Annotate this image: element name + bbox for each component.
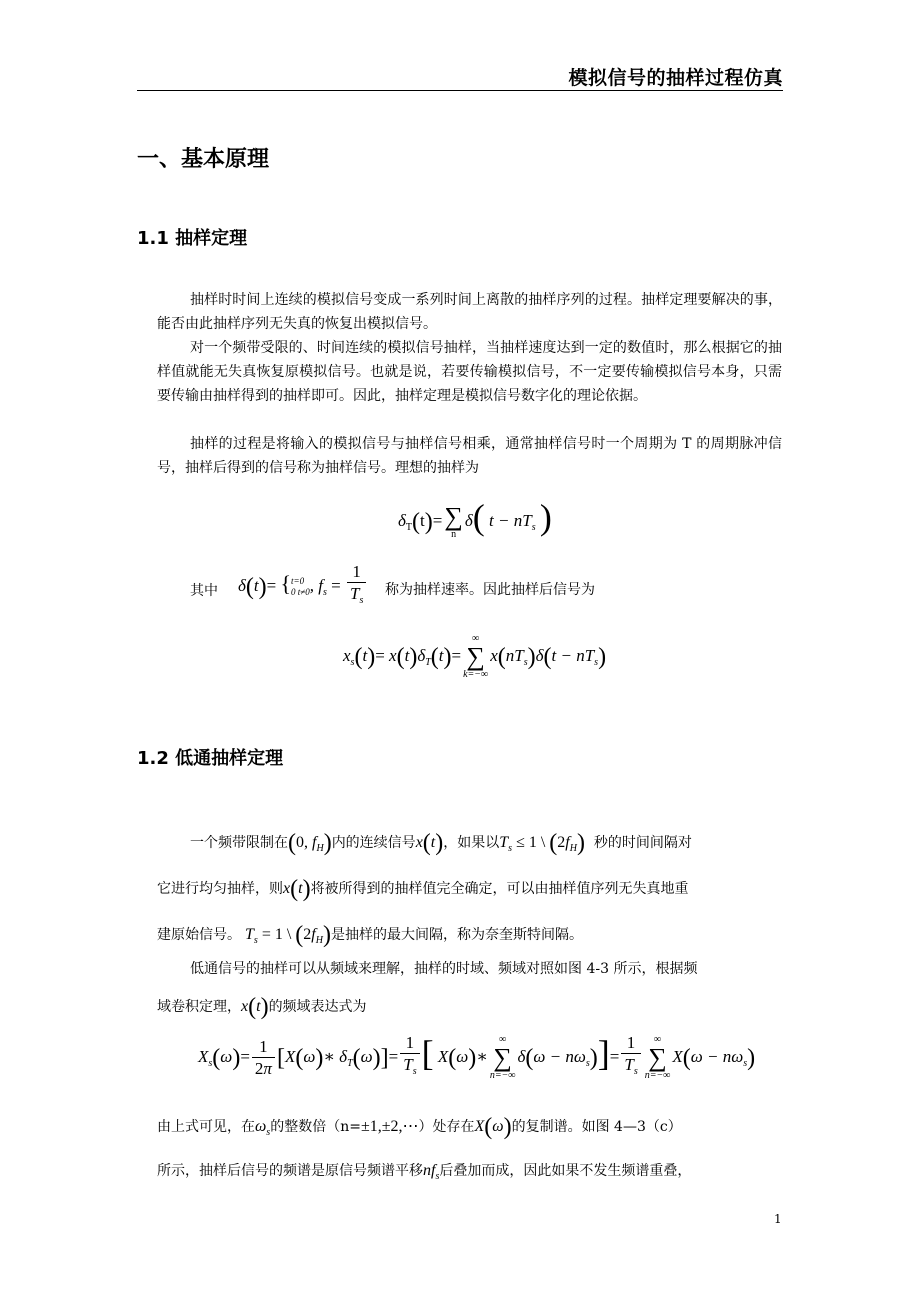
lowpass-line-3-a: 建原始信号。 [157, 927, 241, 943]
paragraph-1: 抽样时时间上连续的模拟信号变成一系列时间上离散的抽样序列的过程。抽样定理要解决的事，能否由此抽样序列无失真的恢复出模拟信号。 [157, 292, 782, 332]
lowpass-line-1-b: 内的连续信号 [331, 835, 416, 851]
paragraph-2: 对一个频带受限的、时间连续的模拟信号抽样，当抽样速度达到一定的数值时，那么根据它的抽样值就能无失真恢复原模拟信号。也就是说，若要传输模拟信号，不一定要传输模拟信号本身，只需要传输由抽样得到的抽样即可。因此，抽样定理是模拟信号数字化的理论依据。 [157, 340, 782, 404]
lowpass-line-2: 它进行均匀抽样，则x(t)将被所得到的抽样值完全确定，可以由抽样值序列无失真地重 [157, 876, 689, 902]
equation-sampled-signal: $x_s(t)= x(t)\delta_T(t)=$ ∞ ∑ k=−∞ $x(nT_s)\delta(t - nT_s)$ [343, 633, 607, 680]
lowpass-line-7: 所示，抽样后信号的频谱是原信号频谱平移$nf_s$后叠加而成，因此如果不发生频谱重叠， [157, 1162, 692, 1182]
lowpass-line-1-c: ，如果以 [443, 835, 500, 851]
lowpass-line-4: 低通信号的抽样可以从频域来理解，抽样的时域、频域对照如图 4-3 所示，根据频 [190, 961, 698, 977]
lowpass-line-6-b: 的整数倍（n= [270, 1119, 361, 1135]
lowpass-line-5: 域卷积定理，x(t)的频域表达式为 [157, 994, 367, 1020]
lowpass-line-6: 由上式可见，在$\omega_s$的整数倍（n=±1,±2,⋯）处存在X(ω)的复制谱。如图 4—3（c） [157, 1114, 682, 1140]
running-header-title: 模拟信号的抽样过程仿真 [568, 67, 783, 89]
lowpass-line-5-b: 的频域表达式为 [268, 999, 367, 1015]
section-heading-basic-principles: 一、基本原理 [137, 147, 270, 172]
lowpass-line-1-a: 一个频带限制在 [190, 835, 288, 851]
lowpass-line-7-a: 所示，抽样后信号的频谱是原信号频谱平移 [157, 1163, 423, 1179]
equation-delta-definition: δ(t)= { t=0 0 t≠0 , $f_s$ = $\frac{1}{T_s}$ [238, 562, 368, 612]
lowpass-line-3-b: 是抽样的最大间隔，称为奈奎斯特间隔。 [330, 927, 583, 943]
equation-impulse-train: $\delta_T(t)=$ ∑ n δ( $t - nT_s$ ) [398, 497, 552, 541]
lowpass-line-3: 建原始信号。 $T_s = 1$ \ $(2f_H)$是抽样的最大间隔，称为奈奎斯特间隔。 [157, 922, 583, 948]
lowpass-line-5-a: 域卷积定理， [157, 999, 241, 1015]
sampling-rate-text: 称为抽样速率。因此抽样后信号为 [385, 582, 595, 598]
lowpass-line-6-d: 的复制谱。如图 4—3（c） [511, 1119, 682, 1135]
lowpass-line-6-a: 由上式可见，在 [157, 1119, 255, 1135]
lowpass-line-1: 一个频带限制在(0, $f_H$)内的连续信号x(t)，如果以$T_s \le 1$ \ $(2f_H)$ 秒的时间间隔对 [190, 830, 692, 856]
equation-spectrum: $X_s(\omega)=$ $\frac{1}{2\pi}$ [X(ω)∗ $\delta_T(\omega)]=$ $\frac{1}{T_s}$ [ X(ω)∗ ∞ ∑ n=−∞ $\delta(\omega - n\omega_s)]=$ $\frac{1}{T_s}$ ∞ ∑ n=−∞ $X(\omega - n\omega_s)$ [198, 1033, 756, 1082]
header-rule [137, 90, 783, 91]
where-label: 其中 [190, 583, 218, 599]
page-number: 1 [774, 1212, 782, 1226]
lowpass-line-1-d: 秒的时间间隔对 [593, 835, 692, 851]
subsection-heading-lowpass-theorem: 1.2 低通抽样定理 [137, 748, 284, 769]
lowpass-line-2-b: 将被所得到的抽样值完全确定，可以由抽样值序列无失真地重 [310, 881, 689, 897]
paragraph-3: 抽样的过程是将输入的模拟信号与抽样信号相乘，通常抽样信号时一个周期为 T 的周期脉冲信号，抽样后得到的信号称为抽样信号。理想的抽样为 [157, 436, 782, 476]
lowpass-line-6-c: ）处存在 [418, 1119, 475, 1135]
lowpass-line-7-b: 后叠加而成，因此如果不发生频谱重叠， [439, 1163, 692, 1179]
lowpass-line-2-a: 它进行均匀抽样，则 [157, 881, 283, 897]
subsection-heading-sampling-theorem: 1.1 抽样定理 [137, 228, 248, 249]
